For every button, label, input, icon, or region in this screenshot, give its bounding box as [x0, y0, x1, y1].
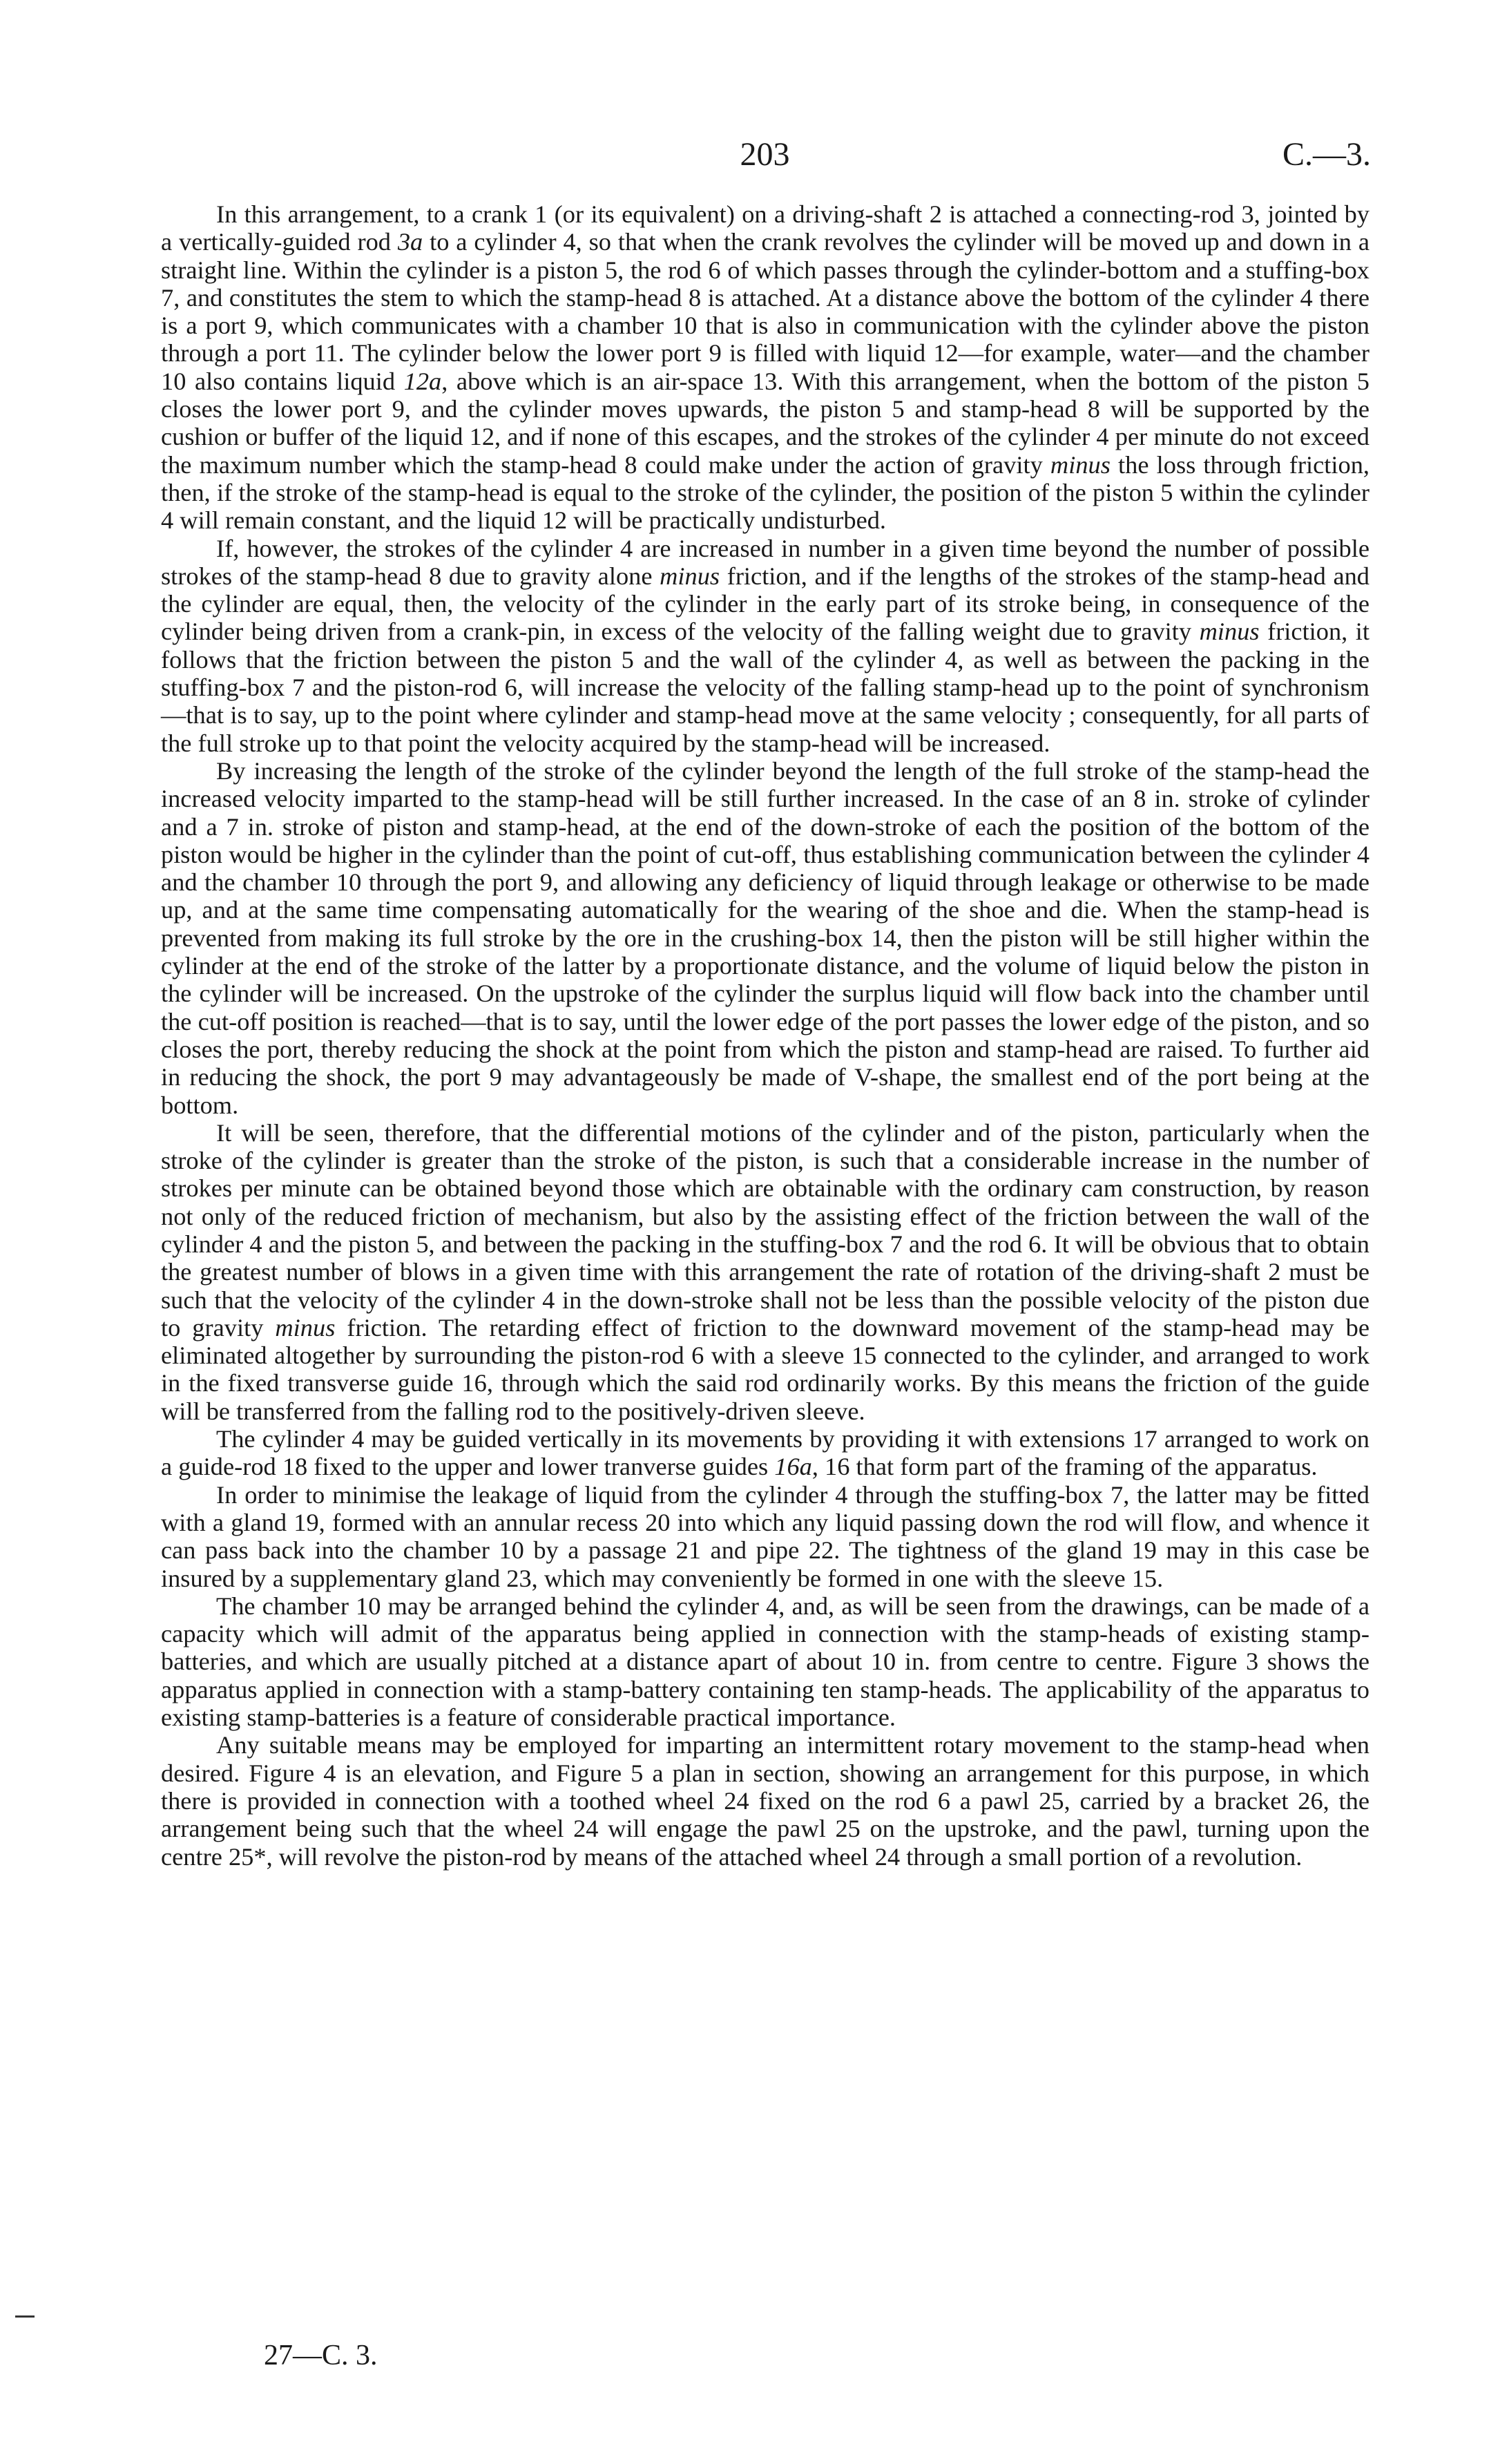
paragraph	[161, 1425, 1369, 1481]
text-run: to a cylinder 4, so that when the crank revolves the cylinder will be moved up and down in a straight line. Within the cylinder is a piston 5, the rod 6 of which passes through the cylinder-bottom and a stuffing-box 7, and constitutes the stem to which the stamp-head 8 is attached. At a distance above the bottom of the cylinder 4 there is a port 9, which communicates with a chamber 10 that is also in communication with the cylinder above the piston through a port 11. The cylinder below the lower port 9 is filled with liquid 12—for example, water—and the chamber 10 also contains liquid	[161, 228, 1369, 395]
text-run: friction, it follows that the friction between the piston 5 and the wall of the cylinder 4, as well as between the packing in the stuffing-box 7 and the piston-rod 6, will increase the velocity of the falling stamp-head up to the point of synchronism—that is to say, up to the point where cylinder and stamp-head move at the same velocity ; consequently, for all parts of the full stroke up to that point the velocity acquired by the stamp-head will be increased.	[161, 618, 1370, 757]
text-run: In order to minimise the leakage of liquid from the cylinder 4 through the stuffing-box 7, the latter may be fitted with a gland 19, formed with an annular recess 20 into which any liquid passing down the rod will flow, and whence it can pass back into the chamber 10 by a passage 21 and pipe 22. The tightness of the gland 19 may in this case be insured by a supplementary gland 23, which may conveniently be formed in one with the sleeve 15.	[161, 1480, 1369, 1592]
text-run: The cylinder 4 may be guided vertically in its movements by providing it with extensions 17 arranged to work on a guide-rod 18 fixed to the upper and lower tranverse guides	[161, 1425, 1369, 1481]
italic-text: minus	[660, 562, 720, 590]
printer-signature: 27—C. 3.	[264, 2340, 378, 2371]
italic-text: 12a	[403, 367, 442, 395]
italic-text: minus	[1199, 618, 1260, 646]
italic-text: minus	[275, 1313, 336, 1341]
page-number: 203	[740, 136, 790, 173]
text-run: , above which is an air-space 13. With this arrangement, when the bottom of the piston 5 closes the lower port 9, and the cylinder moves upwards, the piston 5 and stamp-head 8 will be supported by the cushion or buffer of the liquid 12, and if none of this escapes, and the strokes of the cylinder 4 per minute do not exceed the maximum number which the stamp-head 8 could make under the action of gravity	[161, 367, 1369, 479]
text-run: friction. The retarding effect of friction to the downward movement of the stamp-head may be eliminated altogether by surrounding the piston-rod 6 with a sleeve 15 connected to the cylinder, and arranged to work in the fixed transverse guide 16, through which the said rod ordinarily works. By this means the friction of the guide will be transferred from the falling rod to the positively-driven sleeve.	[161, 1313, 1369, 1425]
text-run: In this arrangement, to a crank 1 (or its equivalent) on a driving-shaft 2 is attached a connecting-rod 3, jointed by a vertically-guided rod	[161, 200, 1369, 256]
margin-mark	[15, 2315, 35, 2318]
text-run: By increasing the length of the stroke of the cylinder beyond the length of the full stroke of the stamp-head the increased velocity imparted to the stamp-head will be still further increased. In the case of an 8 in. stroke of cylinder and a 7 in. stroke of piston and stamp-head, at the end of the down-stroke of each the position of the bottom of the piston would be higher in the cylinder than the point of cut-off, thus establishing communication between the cylinder 4 and the chamber 10 through the port 9, and allowing any deficiency of liquid through leakage or otherwise to be made up, and at the same time compensating automatically for the wearing of the shoe and die. When the stamp-head is prevented from making its full stroke by the ore in the crushing-box 14, then the piston will be still higher within the cylinder at the end of the stroke of the latter by a proportionate distance, and the volume of liquid below the piston in the cylinder will be increased. On the upstroke of the cylinder the surplus liquid will flow back into the chamber until the cut-off position is reached—that is to say, until the lower edge of the port passes the lower edge of the piston, and so closes the port, thereby reducing the shock at the point from which the piston and stamp-head are raised. To further aid in reducing the shock, the port 9 may advantageously be made of V-shape, the smallest end of the port being at the bottom.	[161, 756, 1369, 1119]
text-run: If, however, the strokes of the cylinder 4 are increased in number in a given time beyond the number of possible strokes of the stamp-head 8 due to gravity alone	[161, 534, 1369, 590]
text-run: , 16 that form part of the framing of the apparatus.	[811, 1453, 1318, 1481]
text-run: the loss through friction, then, if the stroke of the stamp-head is equal to the stroke of the cylinder, the position of the piston 5 within the cylinder 4 will remain constant, and the liquid 12 will be practically undisturbed.	[161, 450, 1369, 535]
italic-text: 16a	[774, 1453, 812, 1481]
paragraph	[161, 757, 1369, 1119]
italic-text: 3a	[397, 228, 423, 256]
document-reference: C.—3.	[1282, 136, 1371, 173]
paragraph	[161, 1731, 1369, 1870]
text-run: friction, and if the lengths of the strokes of the stamp-head and the cylinder are equal, then, the velocity of the cylinder in the early part of its stroke being, in consequence of the cylinder being driven from a crank-pin, in excess of the velocity of the falling weight due to gravity	[161, 562, 1369, 646]
text-run: The chamber 10 may be arranged behind the cylinder 4, and, as will be seen from the drawings, can be made of a capacity which will admit of the apparatus being applied in connection with the stamp-heads of existing stamp-batteries, and which are usually pitched at a distance apart of about 10 in. from centre to centre. Figure 3 shows the apparatus applied in connection with a stamp-battery containing ten stamp-heads. The applicability of the apparatus to existing stamp-batteries is a feature of considerable practical importance.	[161, 1592, 1369, 1732]
italic-text: minus	[1050, 450, 1111, 479]
text-run: It will be seen, therefore, that the differential motions of the cylinder and of the piston, particularly when the stroke of the cylinder is greater than the stroke of the piston, is such that a considerable increase in the number of strokes per minute can be obtained beyond those which are obtainable with the ordinary cam construction, by reason not only of the reduced friction of mechanism, but also by the assisting effect of the friction between the wall of the cylinder 4 and the piston 5, and between the packing in the stuffing-box 7 and the rod 6. It will be obvious that to obtain the greatest number of blows in a given time with this arrangement the rate of rotation of the driving-shaft 2 must be such that the velocity of the cylinder 4 in the down-stroke shall not be less than the possible velocity of the piston due to gravity	[161, 1118, 1369, 1341]
paragraph	[161, 1592, 1369, 1731]
text-run: Any suitable means may be employed for imparting an intermittent rotary movement to the stamp-head when desired. Figure 4 is an elevation, and Figure 5 a plan in section, showing an arrangement for this purpose, in which there is provided in connection with a toothed wheel 24 fixed on the rod 6 a pawl 25, carried by a bracket 26, the arrangement being such that the wheel 24 will engage the pawl 25 on the upstroke, and the pawl, turning upon the centre 25*, will revolve the piston-rod by means of the attached wheel 24 through a small portion of a revolution.	[161, 1731, 1369, 1871]
paragraph	[161, 535, 1369, 757]
page-header	[159, 135, 1371, 184]
paragraph	[161, 1119, 1369, 1425]
body-text	[161, 200, 1369, 1871]
paragraph	[161, 1481, 1369, 1592]
paragraph	[161, 200, 1369, 535]
